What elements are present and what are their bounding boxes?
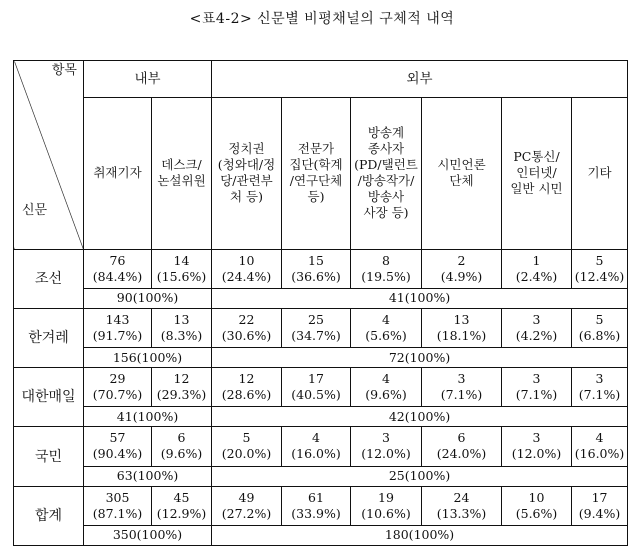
- cell-percent: (27.2%): [221, 505, 272, 521]
- cell-count: 3: [457, 371, 466, 387]
- cell-percent: (9.4%): [578, 505, 621, 521]
- cell-count: 3: [532, 311, 541, 327]
- cell-percent: (10.6%): [361, 505, 411, 521]
- cell-percent: (70.7%): [92, 387, 143, 403]
- cell-percent: (36.6%): [291, 268, 341, 284]
- external-total: 42(100%): [212, 407, 628, 427]
- data-cell: [84, 249, 152, 288]
- table-title: <표4-2> 신문별 비평채널의 구체적 내역: [189, 11, 455, 27]
- data-cell: [351, 249, 422, 288]
- column-header-line: 정치권: [228, 141, 265, 157]
- cell-count: 45: [173, 489, 190, 505]
- group-header-internal: 내부: [84, 61, 212, 98]
- cell-count: 61: [308, 489, 324, 505]
- column-header-line: (PD/탤런트: [354, 157, 418, 173]
- cell-count: 10: [238, 252, 255, 268]
- column-header-line: 단체: [449, 173, 474, 189]
- column-header-line: 시민언론: [437, 157, 486, 173]
- data-cell: [351, 427, 422, 466]
- column-header-line: /방송작가/: [357, 173, 415, 189]
- data-cell: [422, 427, 502, 466]
- cell-count: 24: [453, 489, 470, 505]
- column-header-line: PC통신/: [513, 149, 560, 165]
- cell-percent: (4.9%): [440, 268, 483, 284]
- data-cell: [282, 427, 351, 466]
- column-header-line: (청와대/정: [217, 157, 276, 173]
- column-header-line: 논설위원: [157, 173, 206, 189]
- data-cell: [212, 427, 282, 466]
- cell-count: 49: [238, 489, 255, 505]
- cell-count: 3: [532, 371, 541, 387]
- cell-count: 4: [312, 430, 320, 446]
- data-cell: [502, 486, 572, 525]
- cell-percent: (29.3%): [156, 387, 207, 403]
- cell-count: 29: [109, 371, 126, 387]
- newspaper-name: 조선: [14, 249, 84, 308]
- cell-count: 5: [242, 430, 251, 446]
- column-header-line: 인터넷/: [516, 165, 557, 181]
- cell-count: 22: [238, 311, 255, 327]
- corner-paper-label: 신문: [22, 202, 48, 218]
- data-cell: [572, 427, 628, 466]
- cell-count: 4: [382, 371, 390, 387]
- cell-count: 6: [457, 430, 466, 446]
- column-header: [572, 97, 628, 249]
- cell-percent: (84.4%): [92, 268, 143, 284]
- cell-count: 1: [532, 252, 541, 268]
- cell-percent: (90.4%): [92, 446, 143, 462]
- data-cell: [502, 249, 572, 288]
- cell-count: 4: [382, 311, 390, 327]
- column-header: [351, 97, 422, 249]
- data-cell: [152, 486, 212, 525]
- internal-total: 63(100%): [84, 466, 212, 486]
- data-cell: [152, 368, 212, 407]
- cell-percent: (7.1%): [515, 387, 558, 403]
- column-header-line: 일반 시민: [510, 181, 563, 197]
- cell-count: 12: [238, 371, 255, 387]
- internal-total: 350(100%): [84, 525, 212, 545]
- cell-count: 15: [308, 252, 324, 268]
- newspaper-name: 한겨레: [14, 308, 84, 367]
- column-header-line: 집단(학계: [289, 157, 343, 173]
- data-cell: [282, 308, 351, 347]
- cell-count: 19: [378, 489, 394, 505]
- cell-count: 57: [109, 430, 126, 446]
- data-cell: [212, 486, 282, 525]
- cell-count: 17: [591, 489, 608, 505]
- cell-percent: (6.8%): [578, 327, 621, 343]
- cell-count: 143: [105, 311, 130, 327]
- data-cell: [84, 427, 152, 466]
- data-cell: [422, 249, 502, 288]
- cell-percent: (15.6%): [156, 268, 207, 284]
- data-cell: [502, 368, 572, 407]
- data-cell: [282, 486, 351, 525]
- cell-count: 3: [595, 371, 604, 387]
- external-total: 41(100%): [212, 288, 628, 308]
- column-header-line: /연구단체: [289, 173, 343, 189]
- data-cell: [282, 249, 351, 288]
- cell-count: 76: [109, 252, 126, 268]
- cell-count: 3: [532, 430, 541, 446]
- cell-percent: (19.5%): [361, 268, 411, 284]
- cell-percent: (34.7%): [291, 327, 341, 343]
- data-cell: [212, 249, 282, 288]
- data-cell: [84, 368, 152, 407]
- column-header-line: 취재기자: [93, 165, 142, 181]
- cell-percent: (2.4%): [515, 268, 558, 284]
- data-cell: [351, 308, 422, 347]
- cell-percent: (87.1%): [92, 505, 143, 521]
- cell-count: 13: [453, 311, 470, 327]
- column-header-line: 전문가: [297, 141, 335, 157]
- cell-count: 6: [177, 430, 186, 446]
- cell-percent: (13.3%): [436, 505, 487, 521]
- internal-total: 90(100%): [84, 288, 212, 308]
- cell-count: 305: [105, 489, 130, 505]
- cell-count: 2: [457, 252, 466, 268]
- column-header: [282, 97, 351, 249]
- cell-count: 14: [173, 252, 190, 268]
- cell-percent: (28.6%): [221, 387, 272, 403]
- data-cell: [212, 368, 282, 407]
- internal-total: 156(100%): [84, 347, 212, 367]
- data-cell: [351, 486, 422, 525]
- column-header-line: 종사자: [367, 141, 405, 157]
- data-cell: [422, 308, 502, 347]
- column-header-line: 방송계: [367, 125, 405, 141]
- column-header: [502, 97, 572, 249]
- data-cell: [152, 308, 212, 347]
- cell-count: 5: [595, 252, 604, 268]
- column-header-line: 처 등): [229, 189, 263, 205]
- data-cell: [282, 368, 351, 407]
- cell-percent: (20.0%): [221, 446, 272, 462]
- data-cell: [152, 427, 212, 466]
- newspaper-name: 합계: [14, 486, 84, 545]
- data-cell: [572, 308, 628, 347]
- external-total: 72(100%): [212, 347, 628, 367]
- column-header-line: 당/관련부: [220, 173, 273, 189]
- data-cell: [422, 368, 502, 407]
- data-cell: [422, 486, 502, 525]
- cell-percent: (33.9%): [291, 505, 341, 521]
- column-header: [212, 97, 282, 249]
- cell-count: 10: [528, 489, 545, 505]
- data-cell: [152, 249, 212, 288]
- data-cell: [572, 368, 628, 407]
- newspaper-name: 국민: [14, 427, 84, 486]
- cell-percent: (24.4%): [221, 268, 272, 284]
- external-total: 180(100%): [212, 525, 628, 545]
- column-header-line: 방송사: [367, 189, 405, 205]
- cell-percent: (5.6%): [515, 505, 558, 521]
- data-cell: [84, 308, 152, 347]
- data-cell: [502, 427, 572, 466]
- cell-percent: (16.0%): [574, 446, 625, 462]
- cell-percent: (24.0%): [436, 446, 487, 462]
- channel-table: [13, 60, 628, 546]
- cell-percent: (4.2%): [515, 327, 558, 343]
- data-cell: [502, 308, 572, 347]
- data-cell: [572, 486, 628, 525]
- cell-count: 5: [595, 311, 604, 327]
- corner-item-label: 항목: [51, 63, 77, 78]
- cell-percent: (18.1%): [436, 327, 487, 343]
- cell-count: 8: [382, 252, 390, 268]
- cell-percent: (16.0%): [291, 446, 341, 462]
- cell-percent: (40.5%): [291, 387, 341, 403]
- cell-percent: (9.6%): [365, 387, 407, 403]
- external-total: 25(100%): [212, 466, 628, 486]
- cell-percent: (7.1%): [440, 387, 483, 403]
- cell-count: 17: [308, 371, 324, 387]
- newspaper-name: 대한매일: [14, 368, 84, 427]
- column-header-line: 기타: [587, 165, 612, 181]
- cell-percent: (12.4%): [574, 268, 625, 284]
- cell-count: 25: [308, 311, 324, 327]
- cell-percent: (12.0%): [511, 446, 562, 462]
- cell-percent: (9.6%): [160, 446, 203, 462]
- cell-percent: (12.9%): [156, 505, 207, 521]
- group-header-external: 외부: [212, 61, 628, 98]
- column-header-line: 데스크/: [161, 157, 202, 173]
- column-header-line: 사장 등): [363, 205, 409, 221]
- data-cell: [572, 249, 628, 288]
- cell-percent: (5.6%): [365, 327, 407, 343]
- cell-count: 4: [595, 430, 604, 446]
- data-cell: [84, 486, 152, 525]
- data-cell: [351, 368, 422, 407]
- cell-percent: (30.6%): [221, 327, 272, 343]
- data-cell: [212, 308, 282, 347]
- cell-percent: (91.7%): [92, 327, 143, 343]
- column-header: [84, 97, 152, 249]
- cell-percent: (8.3%): [160, 327, 203, 343]
- cell-count: 3: [382, 430, 390, 446]
- column-header-line: 등): [307, 189, 325, 205]
- column-header: [152, 97, 212, 249]
- cell-count: 13: [173, 311, 190, 327]
- column-header: [422, 97, 502, 249]
- cell-percent: (7.1%): [578, 387, 621, 403]
- cell-count: 12: [173, 371, 190, 387]
- corner-header-cell: [14, 61, 84, 250]
- internal-total: 41(100%): [84, 407, 212, 427]
- cell-percent: (12.0%): [361, 446, 411, 462]
